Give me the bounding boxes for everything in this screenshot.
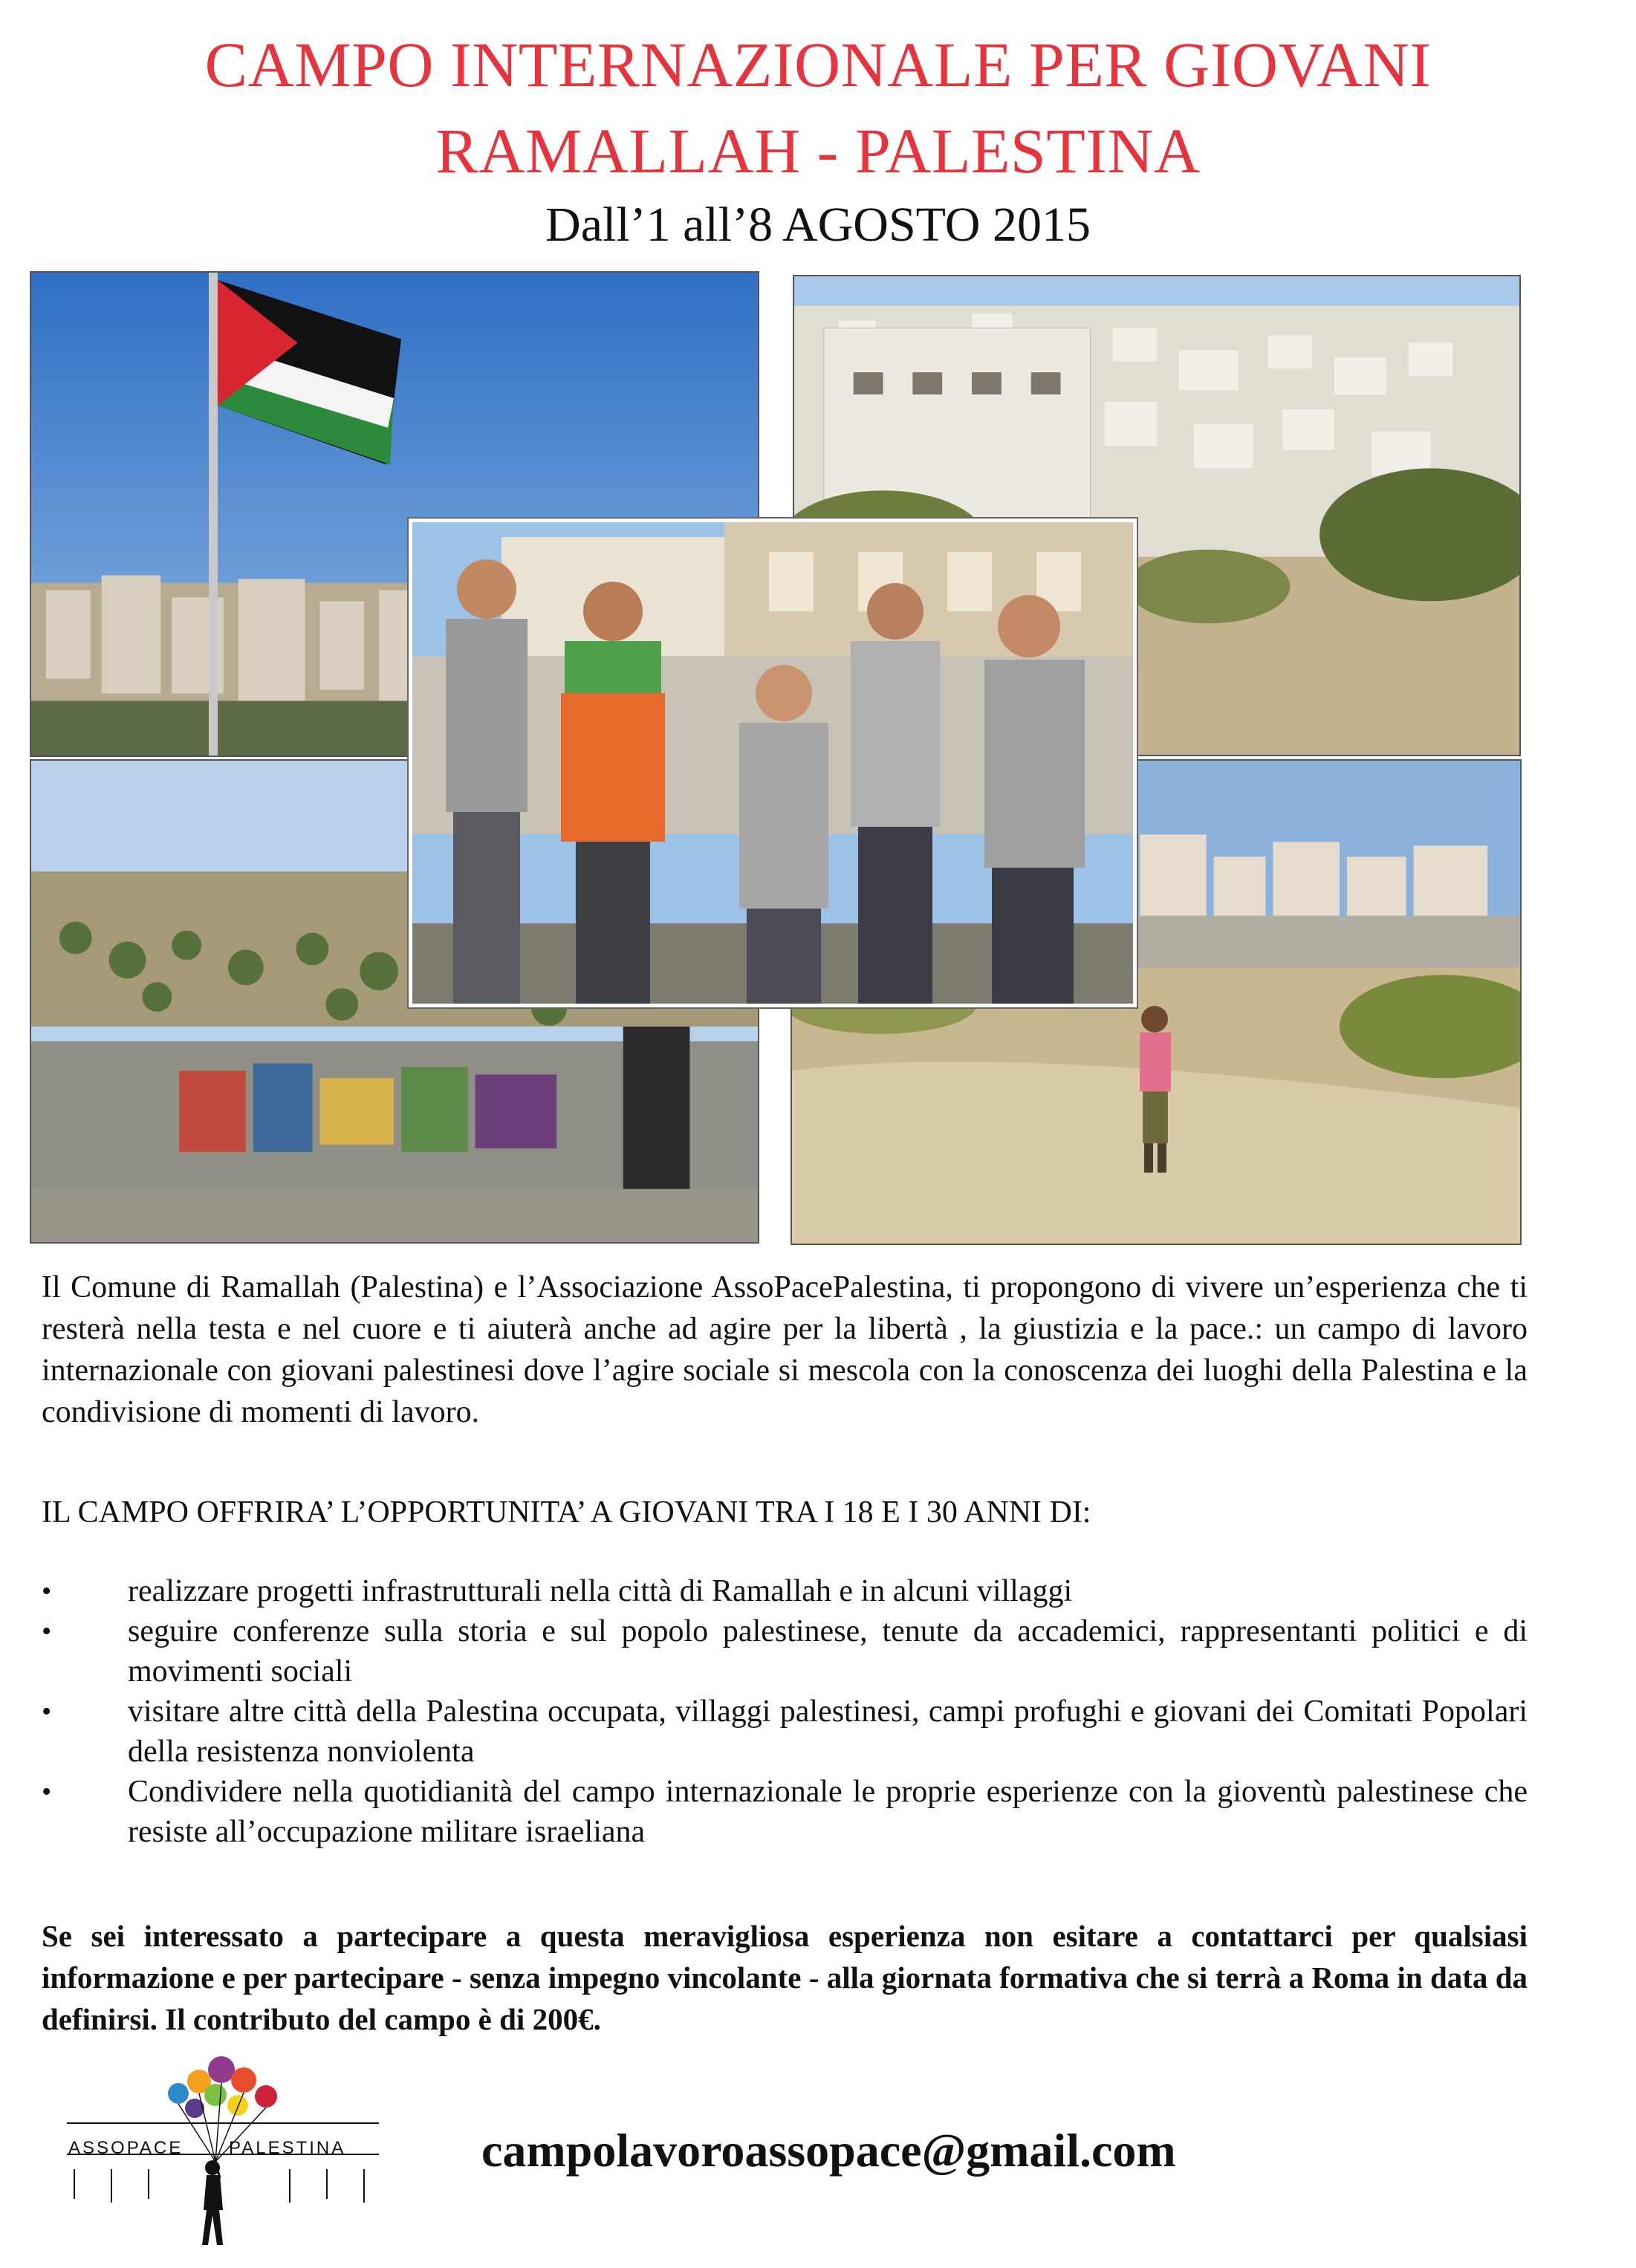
event-dates: Dall’1 all’8 AGOSTO 2015	[545, 198, 1091, 252]
list-item: • seguire conferenze sulla storia e sul popolo palestinese, tenute da accademici, rappresentanti politici e di movimenti sociali	[42, 1611, 1528, 1692]
poster-title-line2: RAMALLAH - PALESTINA	[435, 115, 1201, 186]
list-item: • Condividere nella quotidianità del campo internazionale le proprie esperienze con la gioventù palestinese che resiste all’occupazione militare israeliana	[42, 1772, 1528, 1852]
offer-heading: IL CAMPO OFFRIRA’ L’OPPORTUNITA’ A GIOVANI TRA I 18 E I 30 ANNI DI:	[42, 1495, 1091, 1530]
intro-paragraph: Il Comune di Ramallah (Palestina) e l’Associazione AssoPacePalestina, ti propongono di vivere un’esperienza che ti resterà nella testa e nel cuore e ti aiuterà anche ad agire per la libertà , la giustizia e la pace.: un campo di lavoro internazionale con giovani palestinesi dove l’agire sociale si mescola con la conoscenza dei luoghi della Palestina e la condivisione di momenti di lavoro.	[42, 1270, 1528, 1429]
contact-email: campolavoroassopace@gmail.com	[481, 2124, 1176, 2177]
offer-list	[42, 1571, 1528, 1852]
logo-text-assopace: ASSOPACE	[68, 2138, 184, 2158]
list-item: • realizzare progetti infrastrutturali nella città di Ramallah e in alcuni villaggi	[42, 1571, 1528, 1611]
volunteers-group-photo	[409, 519, 1137, 1007]
logo-text-palestina: PALESTINA	[229, 2138, 346, 2158]
list-item: • visitare altre città della Palestina occupata, villaggi palestinesi, campi profughi e giovani dei Comitati Popolari della resistenza nonviolenta	[42, 1692, 1528, 1772]
poster-title-line1: CAMPO INTERNAZIONALE PER GIOVANI	[204, 29, 1432, 100]
girl-silhouette-icon	[202, 2160, 223, 2245]
call-to-action: Se sei interessato a partecipare a questa meravigliosa esperienza non esitare a contattarci per qualsiasi informazione e per partecipare - senza impegno vincolante - alla giornata formativa che si terrà a Roma in data da definirsi. Il contributo del campo è di 200€.	[42, 1919, 1528, 2036]
